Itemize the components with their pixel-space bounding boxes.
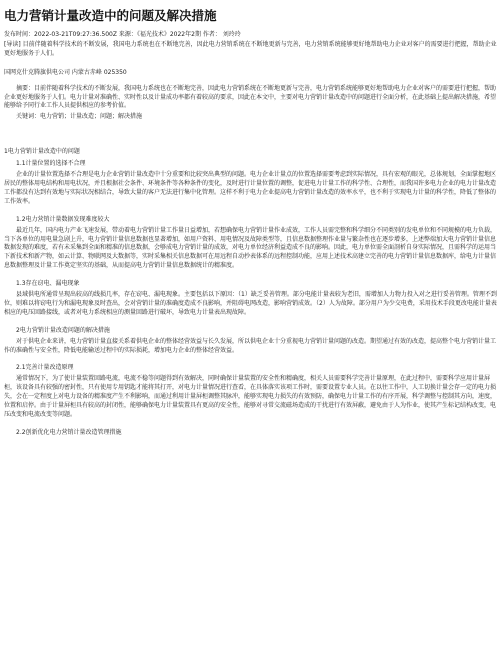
- paragraph-2-1: 通常情况下，为了使计量装置回路电流，电流不稳等问题得到有效解决，同时确保计量装置的安全性和精确度，相关人员需要科学完善计量原理，在此过程中，需要科学应用计量屏柜，该设备具有较强的密封性，只有使用专用钥匙才能将其打开，对电力计量情况进行查看，在具体落实该项工作时，需要设置专业人员。在以往工作中，人工切换计量会存一定的电力损失，会在一定程度上对电力设备的精准度产生不利影响，而通过利用计量屏柜调整其脉冲，能够实现电力损失的有效预防，确保电力计量工作的有序开展，科学调整与控制其方向，速度，位置和启停。由于计量屏柜具有较高的封闭性，能够确保电力计量装置具有更高的安全性，能够对寻常交流磁场造成的干扰进行有效屏蔽，避免由于人为作业，使其产生标记结构改变，电压改变和电流改变等问题。: [4, 375, 497, 418]
- guide-text: [导读] 目前伴随着科学技术的不断发展，我国电力系统也在不断地完善，因此电力营销系统在不断地更新与完善，电力营销系统能够更好地帮助电力企业对客户的需要进行把握，帮助企业更好地服务于人们。: [4, 40, 497, 57]
- paragraph-1-2: 最近几年，国内电力产业飞速发展，带动着电力营销计量工作量日益增加，若想确保电力营销计量作业成效，工作人员需完整和科学细分不同类别的发电单位和不同规模的电力负载，当下各单位的用电量急剧上升，电力营销计量信息数据也显著增加，如用户资料、用电情况及故障类型等，且信息数据整理作业量与繁杂性也在逐步增多，上述弊端加大电力营销计量信息数据发现的难度，若有未采集到全面和精准的信息数据，会够成电力营销计量的成效，对电力单位经济利益造成不良的影响。因此，电力单位需全面剖析自身实际情况，且需科学的运用当下新技术和新产物，如云计算、物联网及大数据等，实时采集相关信息数据可在用远程自动抄表体系的远程控制功能，应用上述技术高建立完善的电力营销计量信息数据库，给电力计量信息数据整理及计量工作奠定坚实的基础，从而提高电力营销计量信息数据统计的精准度。: [4, 226, 497, 270]
- paragraph-2: 对于供电企业来讲，电力营销计量直接关系着供电企业的整体经营效益与长久发展，所以供电企业十分重视电力营销计量问题的改造。期望通过有效的改造，提高整个电力营销计量工作的准确性与安全性，降低电能输送过程中的实际损耗，增加电力企业的整体经营效益。: [4, 337, 497, 354]
- paragraph-1-3: 县域供电所通常呈现出较高的线损几率，存在窃电、漏电现象。主要包括以下原因：（1）缺乏妥善管理。部分电能计量表较为老旧，需增加人力物力投入对之进行妥善管理。管理不到位，则难以将窃电行为和漏电现象及时查出，会对营销计量的准确度造成不良影响，并阻碍电网改造，影响营销成效。（2）人为故障。部分用户为少交电费，采用技术手段更改电能计量表相应的电压回路接线，或者对电力系统相应的测量回路进行破坏，导致电力计量表出现故障。: [4, 291, 497, 316]
- subsection-heading-1-3: 1.3存在窃电、漏电现象: [16, 280, 80, 288]
- subsection-heading-1-1: 1.1计量位置的选择不合理: [16, 160, 86, 168]
- section-heading-1: 1电力营销计量改造中的问题: [4, 148, 80, 156]
- subsection-heading-2-1: 2.1完善计量改造原理: [16, 364, 74, 372]
- paragraph-1-1: 企业的计量位置选择不合理是电力企业营销计量改造中十分重要和比较突出典型的问题。电力企业计量点的位置选择需要考虑到实际情况，具有宏观的眼光，总体规划，全面掌握地区居民的整体用电结构和用电状况，并且根据社会条件、环境条件等各种条件的变化，及时进行计量位置的调整，促进电力计量工作的科学性、合理性，而我国许多电力企业的电力计量改造工作都没有达到有效地与实际状况相结合，导致大量的客户无法进行集中化管理。这样不利于电力企业提高电力营销计量改造的效率水平，也不利于实现电力计量的科学性，降低了整体的工作效率。: [4, 171, 497, 205]
- publish-meta: 发布时间：2022-03-21T09:27:36.500Z 来源：《福光技术》2022年2期 作者： 刘玲玲: [4, 31, 241, 38]
- subsection-heading-1-2: 1.2电力营销计量数据发现难度较大: [16, 215, 110, 223]
- section-heading-2: 2电力营销计量改造问题的解决措施: [16, 326, 110, 334]
- author-affiliation: 国网克什克腾旗供电公司 内蒙古赤峰 025350: [4, 68, 127, 76]
- abstract-text: 摘要：目前伴随着科学技术的不断发展，我国电力系统也在不断地完善，因此电力营销系统在不断地更新与完善，电力营销系统能够更好地帮助电力企业对客户的需要进行把握，帮助企业更好地服务于人们。电力计量对准确性、实时性以及计量成功率都有着较高的要求，因此在本文中，主要对电力营销计量改造中的问题进行全面分析，在此基础上提出解决措施，希望能够给予同行业工作人员提供相应的参考价值。: [4, 84, 497, 110]
- article-title: 电力营销计量改造中的问题及解决措施: [4, 8, 217, 23]
- keywords-text: 关键词：电力营销；计量改造；问题；解决措施: [16, 113, 143, 121]
- subsection-heading-2-2: 2.2创新优化电力营销计量改造管理措施: [16, 428, 122, 436]
